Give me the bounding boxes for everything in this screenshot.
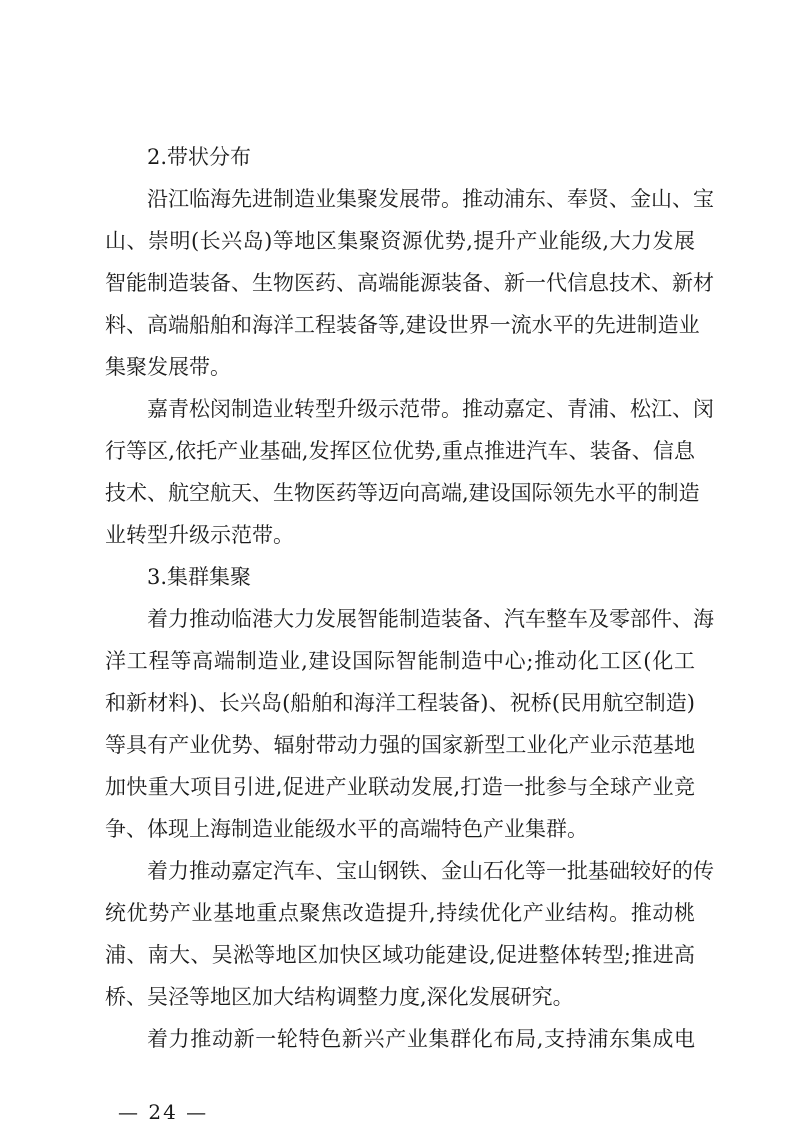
text-line: 着力推动新一轮特色新兴产业集群化布局,支持浦东集成电: [147, 1027, 695, 1051]
text-line: 等具有产业优势、辐射带动力强的国家新型工业化产业示范基地: [105, 733, 695, 757]
text-line: 3.集群集聚: [147, 565, 252, 589]
text-line: 桥、吴泾等地区加大结构调整力度,深化发展研究。: [105, 985, 574, 1009]
text-line: 料、高端船舶和海洋工程装备等,建设世界一流水平的先进制造业: [105, 313, 700, 337]
text-line: 浦、南大、吴淞等地区加快区域功能建设,促进整体转型;推进高: [105, 943, 695, 967]
text-line: 争、体现上海制造业能级水平的高端特色产业集群。: [105, 817, 588, 841]
text-line: 和新材料)、长兴岛(船舶和海洋工程装备)、祝桥(民用航空制造): [105, 691, 695, 715]
text-line: 智能制造装备、生物医药、高端能源装备、新一代信息技术、新材: [105, 271, 714, 295]
text-line: 统优势产业基地重点聚焦改造提升,持续优化产业结构。推动桃: [105, 901, 695, 925]
text-line: 行等区,依托产业基础,发挥区位优势,重点推进汽车、装备、信息: [105, 439, 695, 463]
text-line: 加快重大项目引进,促进产业联动发展,打造一批参与全球产业竞: [105, 775, 695, 799]
text-line: 业转型升级示范带。: [105, 523, 294, 547]
text-line: 技术、航空航天、生物医药等迈向高端,建设国际领先水平的制造: [105, 481, 700, 505]
text-line: 嘉青松闵制造业转型升级示范带。推动嘉定、青浦、松江、闵: [147, 397, 714, 421]
text-line: 山、崇明(长兴岛)等地区集聚资源优势,提升产业能级,大力发展: [105, 229, 695, 253]
text-line: 洋工程等高端制造业,建设国际智能制造中心;推动化工区(化工: [105, 649, 695, 673]
text-line: 着力推动临港大力发展智能制造装备、汽车整车及零部件、海: [147, 607, 714, 631]
text-line: 沿江临海先进制造业集聚发展带。推动浦东、奉贤、金山、宝: [147, 187, 714, 211]
page-number: — 24 —: [118, 1100, 209, 1124]
text-line: 2.带状分布: [147, 145, 252, 169]
text-line: 着力推动嘉定汽车、宝山钢铁、金山石化等一批基础较好的传: [147, 859, 714, 883]
text-line: 集聚发展带。: [105, 355, 231, 379]
